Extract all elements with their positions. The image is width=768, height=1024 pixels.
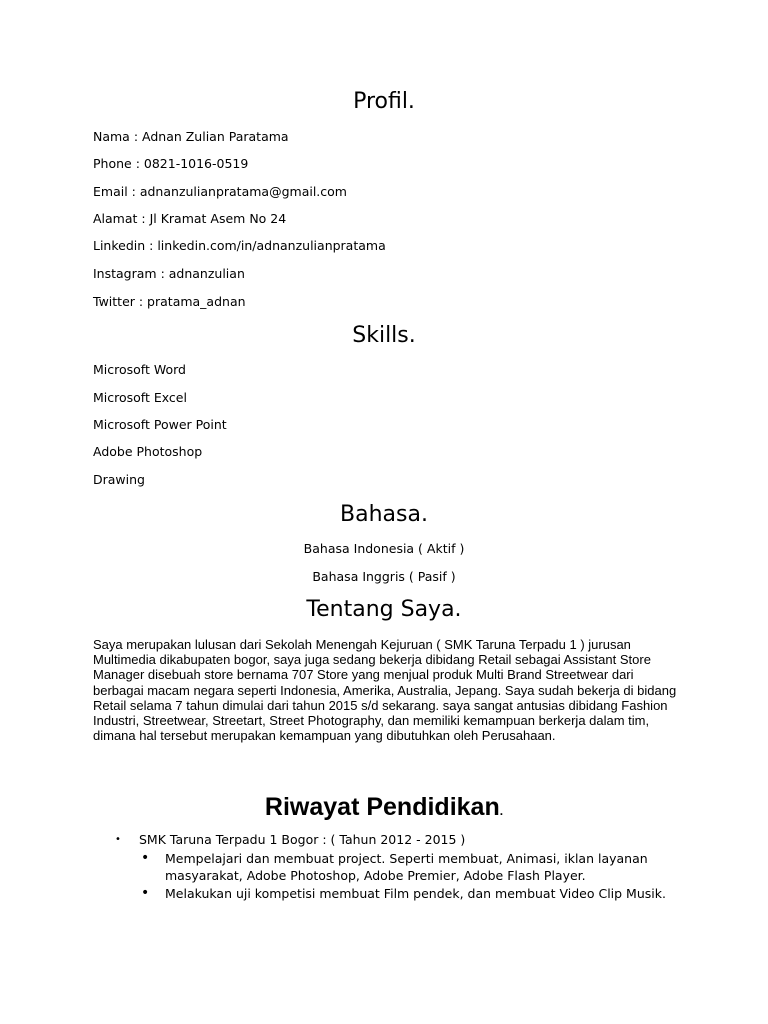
tentang-heading: Tentang Saya. — [306, 597, 462, 622]
profil-email: Email : adnanzulianpratama@gmail.com — [93, 184, 347, 199]
bahasa-heading: Bahasa. — [340, 502, 428, 527]
pendidikan-heading-dot: . — [499, 804, 504, 818]
pendidikan-heading-text: Riwayat Pendidikan — [264, 793, 500, 821]
profil-phone: Phone : 0821-1016-0519 — [93, 156, 249, 171]
skill-item: Microsoft Power Point — [93, 417, 227, 432]
skill-item: Adobe Photoshop — [93, 444, 203, 459]
skill-item: Drawing — [93, 472, 145, 487]
profil-linkedin: Linkedin : linkedin.com/in/adnanzulianpratama — [93, 238, 386, 253]
skill-item: Microsoft Word — [93, 362, 186, 377]
bahasa-item: Bahasa Indonesia ( Aktif ) — [303, 541, 465, 556]
tentang-paragraph: Saya merupakan lulusan dari Sekolah Menengah Kejuruan ( SMK Taruna Terpadu 1 ) jurusan Multimedia dikabupaten bogor, saya juga sedang bekerja dibidang Retail sebagai Assistant Store Manager disebuah store bernama 707 Store yang menjual produk Multi Brand Streetwear dari berbagai macam negara seperti Indonesia, Amerika, Australia, Jepang. Saya sudah bekerja di bidang Retail selama 7 tahun dimulai dari tahun 2015 s/d sekarang. saya sangat antusias dibidang Fashion Industri, Streetwear, Streetart, Street Photography, dan memiliki kemampuan berkerja dalam tim, dimana hal tersebut merupakan kemampuan yang dibutuhkan oleh Perusahaan. — [93, 637, 677, 744]
skills-heading: Skills. — [352, 323, 416, 348]
bahasa-item: Bahasa Inggris ( Pasif ) — [312, 569, 456, 584]
profil-twitter: Twitter : pratama_adnan — [93, 294, 246, 309]
bullet-icon: • — [115, 834, 121, 845]
pendidikan-heading — [0, 792, 768, 826]
school-item: SMK Taruna Terpadu 1 Bogor : ( Tahun 2012 - 2015 ) — [139, 832, 466, 847]
school-detail-2: Melakukan uji kompetisi membuat Film pendek, dan membuat Video Clip Musik. — [165, 886, 666, 901]
profil-instagram: Instagram : adnanzulian — [93, 266, 245, 281]
profil-address: Alamat : Jl Kramat Asem No 24 — [93, 211, 287, 226]
profil-heading: Profil. — [353, 89, 415, 114]
school-detail-1: Mempelajari dan membuat project. Seperti membuat, Animasi, iklan layanan — [165, 851, 648, 866]
skill-item: Microsoft Excel — [93, 390, 187, 405]
bullet-icon: • — [141, 850, 150, 866]
bullet-icon: • — [141, 885, 150, 901]
profil-name: Nama : Adnan Zulian Paratama — [93, 129, 289, 144]
school-detail-1-cont: masyarakat, Adobe Photoshop, Adobe Premier, Adobe Flash Player. — [165, 868, 586, 883]
